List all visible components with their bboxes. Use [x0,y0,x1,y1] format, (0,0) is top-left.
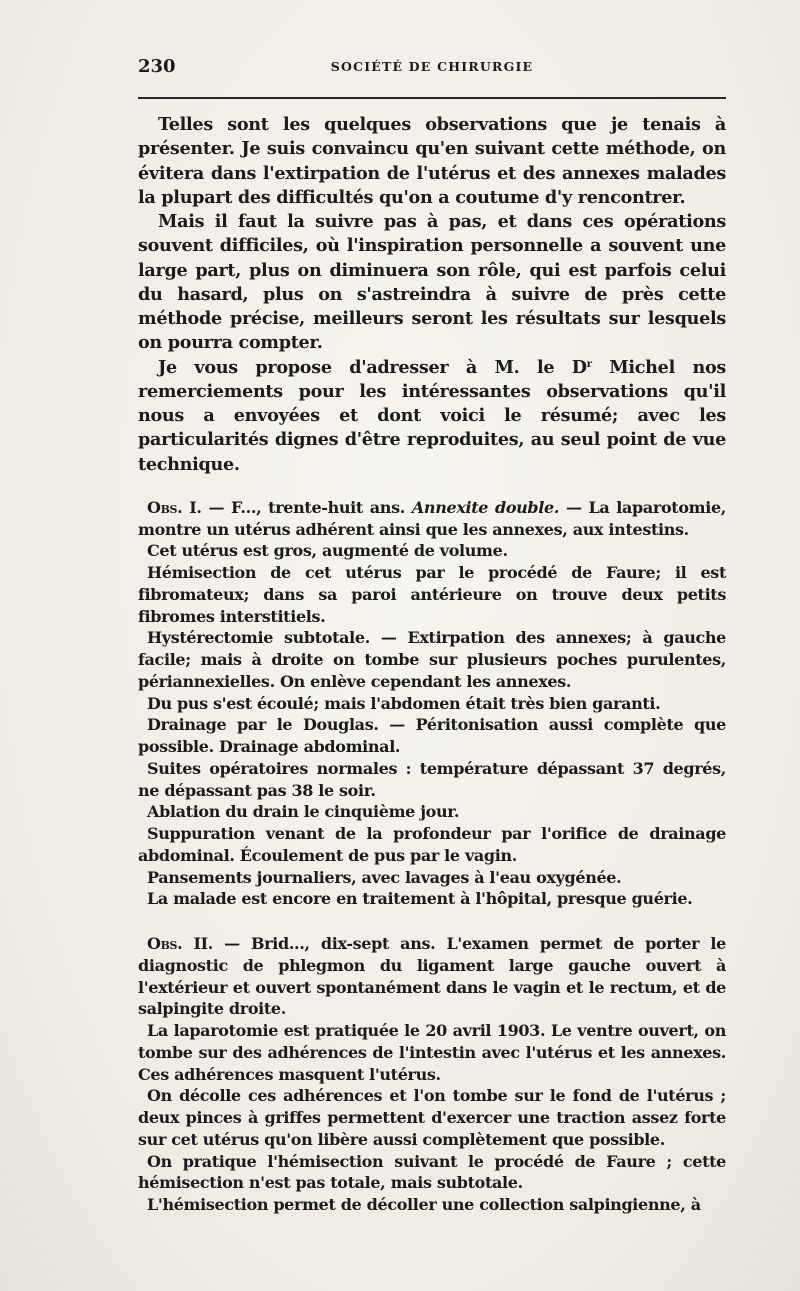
obs1-paragraph: Suppuration venant de la profondeur par l'orifice de drainage abdominal. Écoulement de pus par le vagin. [138,824,726,865]
obs1-paragraph: Drainage par le Douglas. — Péritonisation aussi complète que possible. Drainage abdominal. [138,715,726,756]
obs1-heading-paragraph [138,497,726,541]
obs2-paragraph: L'hémisection permet de décoller une collection salpingienne, à [147,1195,701,1214]
page-header [138,56,726,80]
obs1-label: Obs. I. [147,497,202,517]
observation-2 [138,933,726,1216]
obs1-lead: — F..., trente-huit ans. [201,497,412,517]
obs1-paragraph: Hystérectomie subtotale. — Extirpation des annexes; à gauche facile; mais à droite on tombe sur plusieurs poches purulentes, périannexielles. On enlève cependant les annexes. [138,628,726,691]
header-rule [138,97,726,99]
obs2-lead: — Brid..., dix-sept ans. L'examen permet de porter le diagnostic de phlegmon du ligament large gauche ouvert à l'extérieur et ouvert spontanément dans le vagin et le rectum, et de salpingite droite. [138,934,726,1019]
obs1-rest: — La laparotomie, montre un utérus adhérent ainsi que les annexes, aux intestins. [138,497,727,539]
obs1-paragraph: Du pus s'est écoulé; mais l'abdomen était très bien garanti. [147,693,661,713]
intro-paragraph-1: Telles sont les quelques observations que je tenais à présenter. Je suis convaincu qu'en suivant cette méthode, on évitera dans l'extirpation de l'utérus et des annexes malades la plupart des difficultés qu'on a coutume d'y rencontrer. [138,114,726,208]
obs2-paragraph: La laparotomie est pratiquée le 20 avril 1903. Le ventre ouvert, on tombe sur des adhérences de l'intestin avec l'utérus et les annexes. Ces adhérences masquent l'utérus. [138,1021,726,1084]
obs1-paragraph: La malade est encore en traitement à l'hôpital, presque guérie. [147,889,693,909]
obs1-paragraph: Suites opératoires normales : température dépassant 37 degrés, ne dépassant pas 38 le soir. [138,758,726,800]
intro-p3-text-before: Je vous propose d'adresser à M. le D [158,356,587,378]
intro-p3-text-after: Michel nos remerciements pour les intéressantes observations qu'il nous a envoyées et dont voici le résumé; avec les particularités dignes d'être reproduites, au seul point de vue technique. [138,356,726,475]
page-number: 230 [138,56,176,77]
obs1-diagnosis: Annexite double. [411,497,560,517]
intro-paragraph-3 [138,356,726,477]
obs2-label: Obs. II. [147,934,214,953]
doctor-superscript: r [586,358,592,370]
obs1-paragraph: Cet utérus est gros, augmenté de volume. [147,541,508,561]
obs2-paragraph: On décolle ces adhérences et l'on tombe sur le fond de l'utérus ; deux pinces à griffes permettent d'exercer une traction assez forte sur cet utérus qu'on libère aussi complètement que possible. [138,1086,726,1149]
running-title: SOCIÉTÉ DE CHIRURGIE [330,59,534,74]
observation-1 [138,497,726,910]
obs2-paragraph: On pratique l'hémisection suivant le procédé de Faure ; cette hémisection n'est pas totale, mais subtotale. [138,1151,726,1193]
intro-paragraph-2: Mais il faut la suivre pas à pas, et dans ces opérations souvent difficiles, où l'inspiration personnelle a souvent une large part, plus on diminuera son rôle, qui est parfois celui du hasard, plus on s'astreindra à suivre de près cette méthode précise, meilleurs seront les résultats sur lesquels on pourra compter. [138,211,726,354]
body-text [138,113,726,1216]
obs1-paragraph: Pansements journaliers, avec lavages à l'eau oxygénée. [147,867,622,887]
obs2-heading-paragraph [138,933,726,1020]
obs1-paragraph: Hémisection de cet utérus par le procédé de Faure; il est fibromateux; dans sa paroi antérieure on trouve deux petits fibromes interstitiels. [138,563,726,626]
obs1-paragraph: Ablation du drain le cinquième jour. [147,802,460,822]
